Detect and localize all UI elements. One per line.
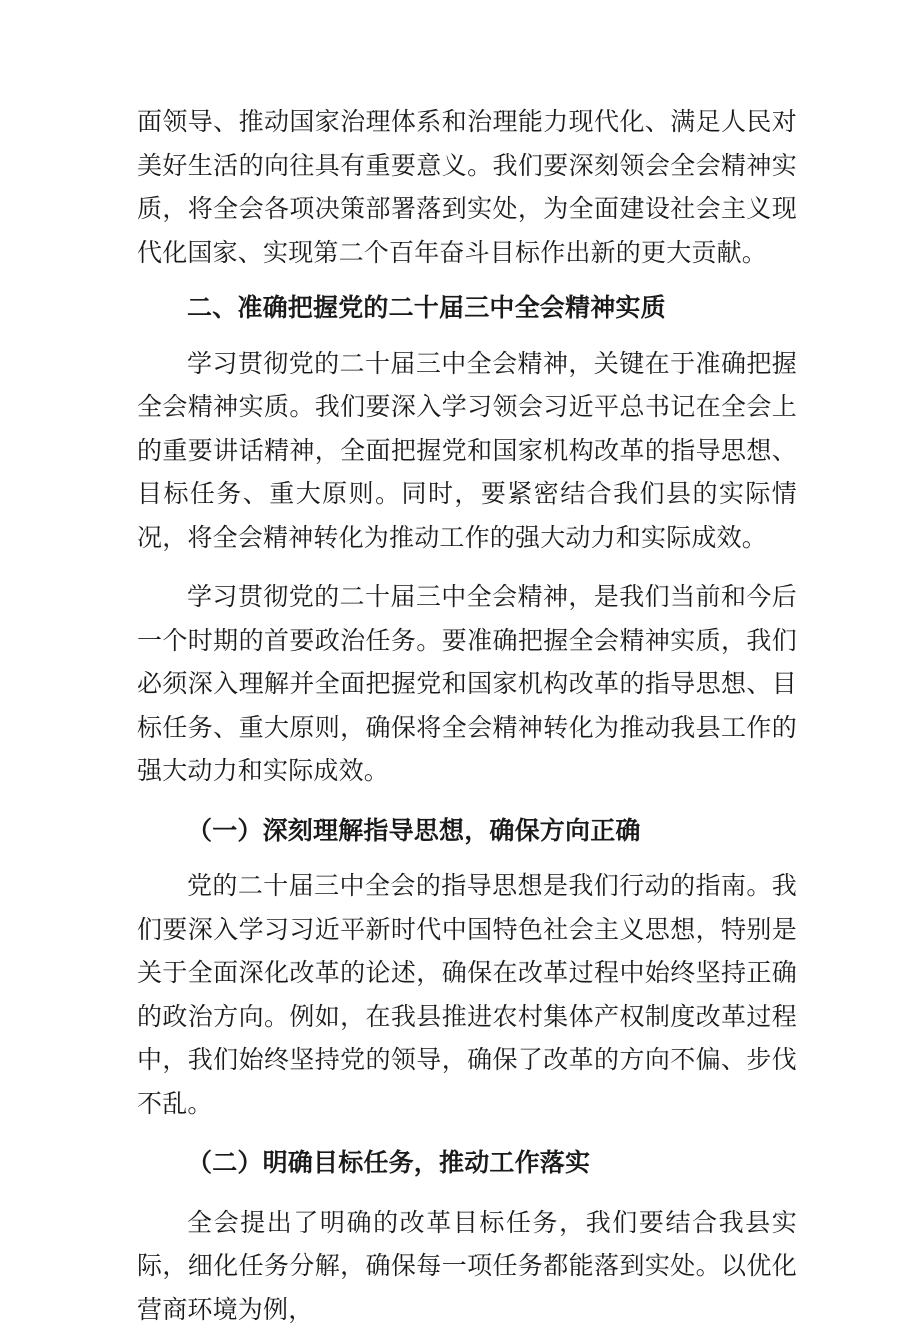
body-paragraph: 学习贯彻党的二十届三中全会精神，是我们当前和今后一个时期的首要政治任务。要准确把握全会精神实质，我们必须深入理解并全面把握党和国家机构改革的指导思想、目标任务、重大原则，确保将全会精神转化为推动我县工作的强大动力和实际成效。 — [137, 575, 797, 793]
spacer — [137, 1185, 797, 1201]
spacer — [137, 274, 797, 286]
spacer — [137, 1125, 797, 1141]
spacer — [137, 559, 797, 575]
spacer — [137, 793, 797, 809]
subsection-heading: （一）深刻理解指导思想，确保方向正确 — [137, 809, 797, 853]
subsection-heading: （二）明确目标任务，推动工作落实 — [137, 1141, 797, 1185]
spacer — [137, 330, 797, 342]
body-paragraph: 党的二十届三中全会的指导思想是我们行动的指南。我们要深入学习习近平新时代中国特色社会主义思想，特别是关于全面深化改革的论述，确保在改革过程中始终坚持正确的政治方向。例如，在我县推进农村集体产权制度改革过程中，我们始终坚持党的领导，确保了改革的方向不偏、步伐不乱。 — [137, 864, 797, 1125]
body-paragraph: 学习贯彻党的二十届三中全会精神，关键在于准确把握全会精神实质。我们要深入学习领会习近平总书记在全会上的重要讲话精神，全面把握党和国家机构改革的指导思想、目标任务、重大原则。同时，要紧密结合我们县的实际情况，将全会精神转化为推动工作的强大动力和实际成效。 — [137, 342, 797, 560]
body-paragraph: 全会提出了明确的改革目标任务，我们要结合我县实际，细化任务分解，确保每一项任务都能落到实处。以优化营商环境为例， — [137, 1201, 797, 1331]
document-page — [137, 100, 797, 1331]
spacer — [137, 852, 797, 864]
section-heading: 二、准确把握党的二十届三中全会精神实质 — [137, 286, 797, 330]
intro-paragraph: 面领导、推动国家治理体系和治理能力现代化、满足人民对美好生活的向往具有重要意义。我们要深刻领会全会精神实质，将全会各项决策部署落到实处，为全面建设社会主义现代化国家、实现第二个百年奋斗目标作出新的更大贡献。 — [137, 100, 797, 274]
